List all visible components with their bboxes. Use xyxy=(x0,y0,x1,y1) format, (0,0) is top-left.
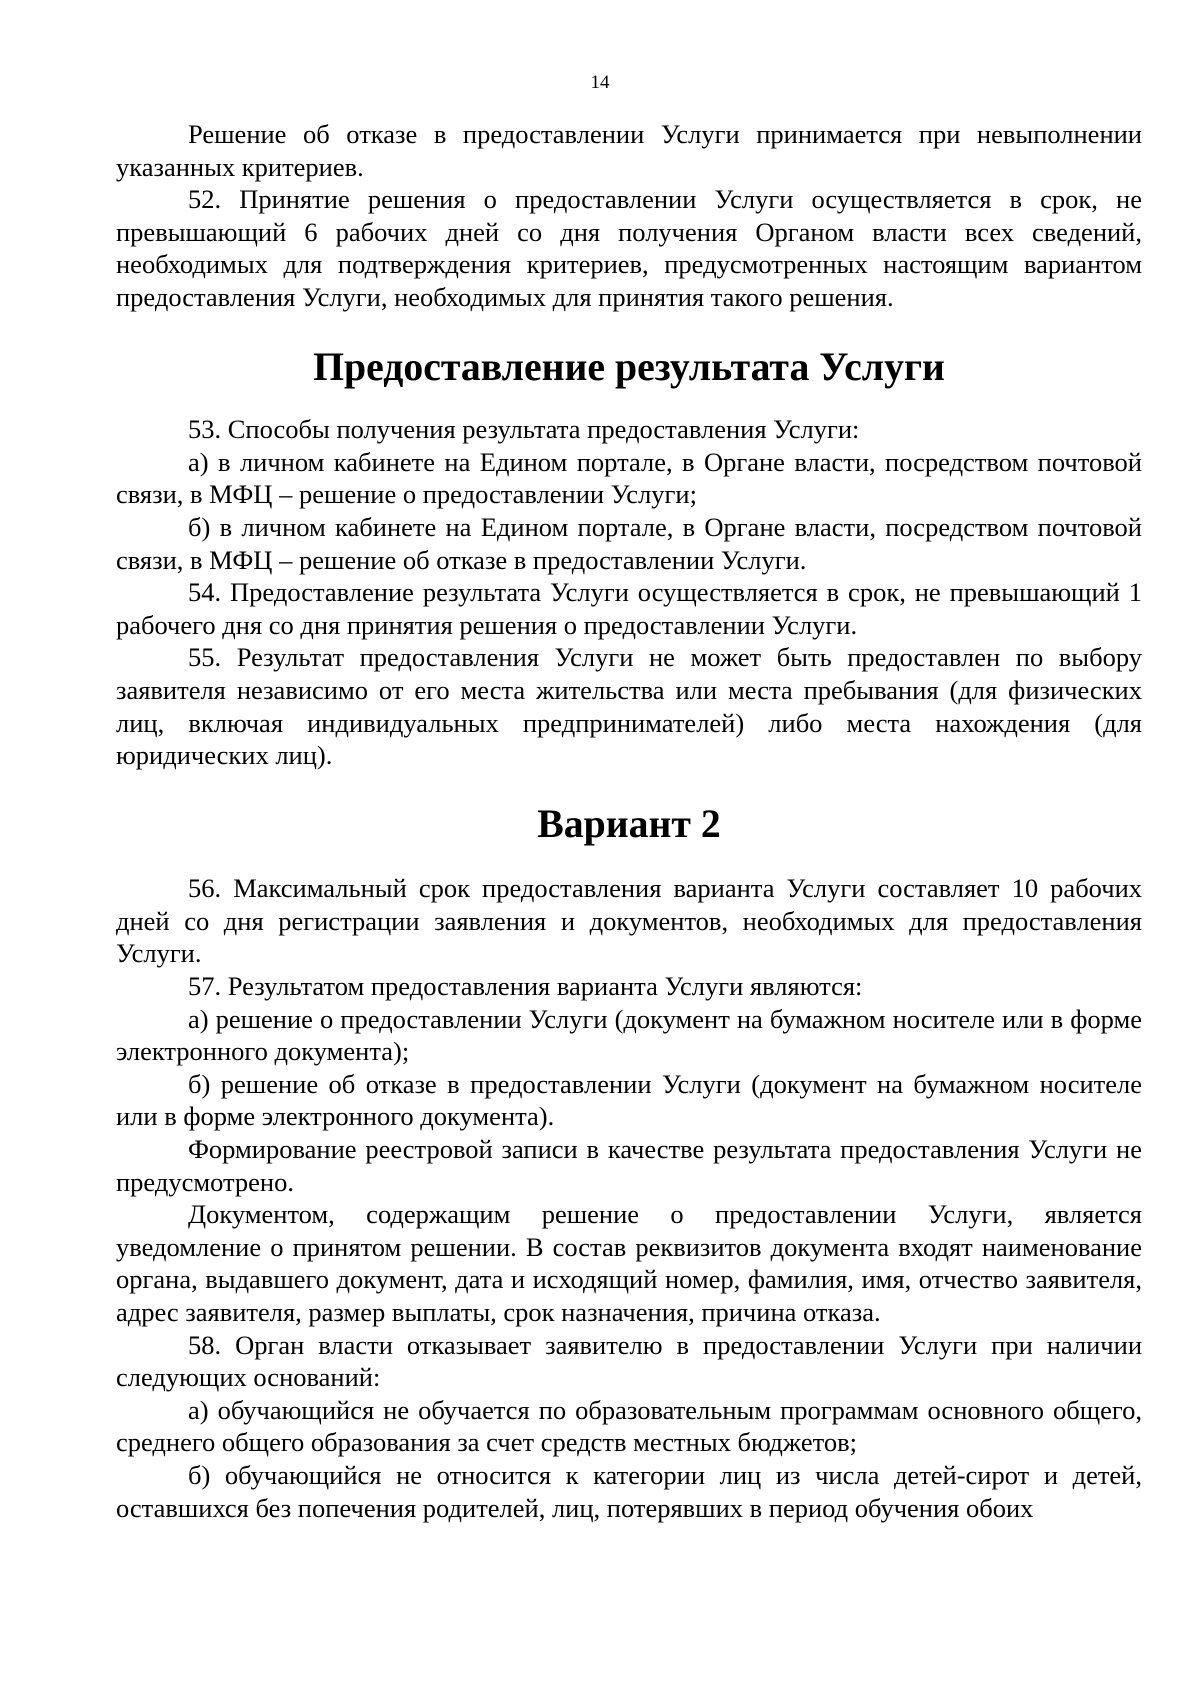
paragraph-53-b: б) в личном кабинете на Едином портале, в Органе власти, посредством почтовой связи, в МФЦ – решение об отказе в предоставлении Услуги. xyxy=(116,511,1142,575)
paragraph-58-a: а) обучающийся не обучается по образовательным программам основного общего, среднего общего образования за счет средств местных бюджетов; xyxy=(116,1394,1142,1458)
paragraph-55: 55. Результат предоставления Услуги не может быть предоставлен по выбору заявителя независимо от его места жительства или места пребывания (для физических лиц, включая индивидуальных предпринимателей) либо места нахождения (для юридических лиц). xyxy=(116,642,1142,771)
paragraph-58: 58. Орган власти отказывает заявителю в предоставлении Услуги при наличии следующих оснований: xyxy=(116,1329,1142,1393)
paragraph-58-b: б) обучающийся не относится к категории лиц из числа детей-сирот и детей, оставшихся без попечения родителей, лиц, потерявших в период обучения обоих xyxy=(116,1459,1142,1523)
paragraph-53: 53. Способы получения результата предоставления Услуги: xyxy=(188,414,860,445)
paragraph-56: 56. Максимальный срок предоставления варианта Услуги составляет 10 рабочих дней со дня регистрации заявления и документов, необходимых для предоставления Услуги. xyxy=(116,873,1142,969)
paragraph-57: 57. Результатом предоставления варианта Услуги являются: xyxy=(188,971,863,1002)
paragraph-refusal-decision: Решение об отказе в предоставлении Услуги принимается при невыполнении указанных критериев. xyxy=(116,119,1142,182)
paragraph-57-b: б) решение об отказе в предоставлении Услуги (документ на бумажном носителе или в форме электронного документа). xyxy=(116,1068,1142,1132)
paragraph-registry-record: Формирование реестровой записи в качестве результата предоставления Услуги не предусмотрено. xyxy=(116,1134,1142,1197)
heading-variant-2: Вариант 2 xyxy=(537,801,721,846)
page-content xyxy=(116,118,1142,1524)
paragraph-decision-document: Документом, содержащим решение о предоставлении Услуги, является уведомление о принятом решении. В состав реквизитов документа входят наименование органа, выдавшего документ, дата и исходящий номер, фамилия, имя, отчество заявителя, адрес заявителя, размер выплаты, срок назначения, причина отказа. xyxy=(116,1199,1142,1327)
paragraph-57-a: а) решение о предоставлении Услуги (документ на бумажном носителе или в форме электронного документа); xyxy=(116,1003,1142,1067)
paragraph-54: 54. Предоставление результата Услуги осуществляется в срок, не превышающий 1 рабочего дня со дня принятия решения о предоставлении Услуги. xyxy=(116,577,1142,640)
page-number: 14 xyxy=(590,72,610,93)
paragraph-52: 52. Принятие решения о предоставлении Услуги осуществляется в срок, не превышающий 6 рабочих дней со дня получения Органом власти всех сведений, необходимых для подтверждения критериев, предусмотренных настоящим вариантом предоставления Услуги, необходимых для принятия такого решения. xyxy=(116,184,1142,312)
paragraph-53-a: а) в личном кабинете на Едином портале, в Органе власти, посредством почтовой связи, в МФЦ – решение о предоставлении Услуги; xyxy=(116,446,1142,510)
heading-result-provision: Предоставление результата Услуги xyxy=(313,344,945,389)
